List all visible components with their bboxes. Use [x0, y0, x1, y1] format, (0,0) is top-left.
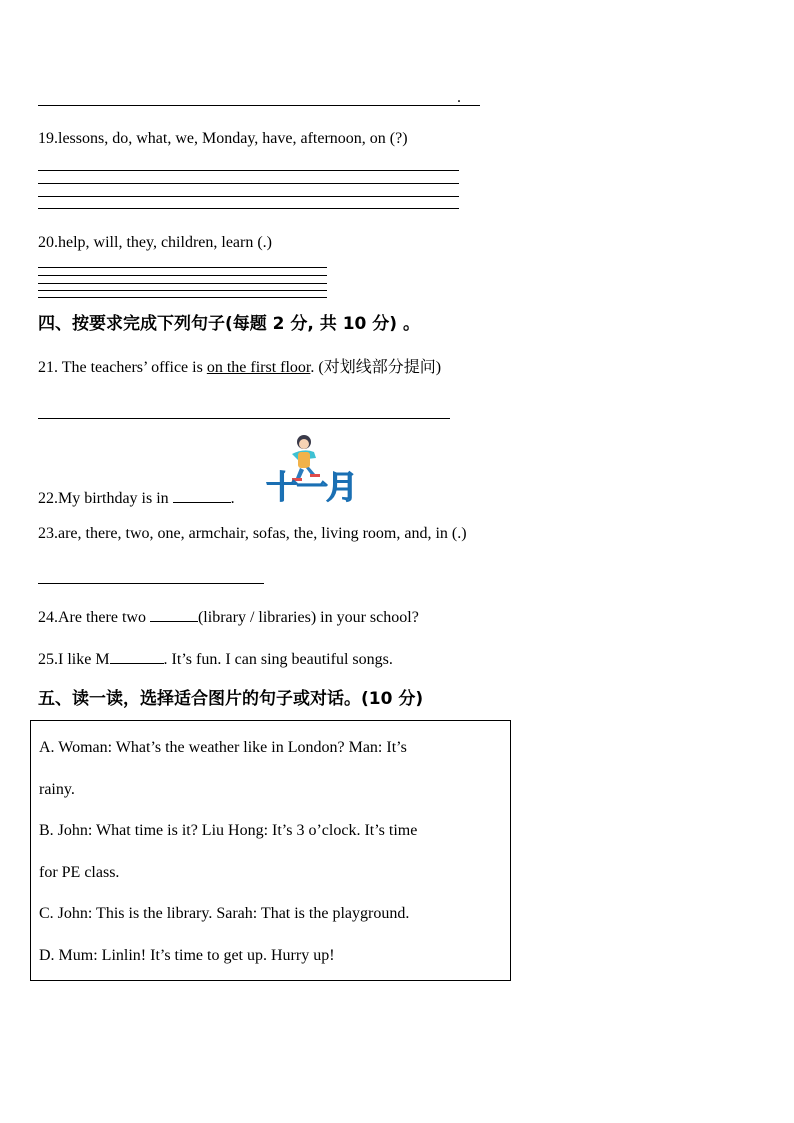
q20-question: 20.help, will, they, children, learn (.) [38, 234, 272, 251]
q20-answer-line [38, 283, 327, 284]
q21-question [38, 358, 441, 378]
q25-suffix: . It’s fun. I can sing beautiful songs. [163, 651, 393, 668]
q25-question [38, 649, 393, 670]
q22-question [38, 488, 235, 509]
q21-underlined-phrase: on the first floor [206, 359, 311, 376]
q24-suffix: (library / libraries) in your school? [197, 609, 419, 626]
option-b-line2: for PE class. [39, 864, 120, 881]
q20-answer-line [38, 297, 327, 298]
q22-text: 22.My birthday is in [38, 490, 169, 507]
option-a-line2: rainy. [39, 781, 75, 798]
q22-end-mark: . [230, 490, 235, 507]
q19-question: 19.lessons, do, what, we, Monday, have, afternoon, on (?) [38, 130, 408, 147]
options-box [30, 720, 511, 981]
q21-prefix: 21. The teachers’ office is [38, 359, 207, 376]
section4-heading: 四、按要求完成下列句子(每题 2 分, 共 10 分) 。 [38, 314, 420, 334]
q24-prefix: 24.Are there two [38, 609, 146, 626]
q19-answer-line [38, 170, 459, 171]
option-d-line1: D. Mum: Linlin! It’s time to get up. Hurry up! [39, 947, 335, 964]
q20-answer-line [38, 267, 327, 268]
section5-heading: 五、读一读，选择适合图片的句子或对话。(10 分) [38, 689, 424, 709]
q20-answer-line [38, 290, 327, 291]
q24-question [38, 607, 419, 628]
q19-answer-line [38, 196, 459, 197]
q25-blank[interactable] [110, 649, 164, 664]
option-a-line1: A. Woman: What’s the weather like in London? Man: It’s [39, 739, 407, 756]
november-picture [262, 432, 358, 504]
november-picture-text: 十一月 [266, 468, 357, 506]
option-c-line1: C. John: This is the library. Sarah: That is the playground. [39, 905, 410, 922]
q20-answer-line [38, 275, 327, 276]
q18-end-mark: . [457, 89, 461, 106]
q21-suffix: . (对划线部分提问) [310, 359, 442, 376]
q22-blank[interactable] [173, 488, 231, 503]
q21-answer-line [38, 418, 450, 419]
q24-blank[interactable] [150, 607, 198, 622]
q19-answer-line [38, 208, 459, 209]
option-b-line1: B. John: What time is it? Liu Hong: It’s 3 o’clock. It’s time [39, 822, 418, 839]
q18-answer-line [38, 105, 480, 106]
q23-answer-line [38, 583, 264, 584]
q25-prefix: 25.I like M [38, 651, 110, 668]
q19-answer-line [38, 183, 459, 184]
q23-question: 23.are, there, two, one, armchair, sofas, the, living room, and, in (.) [38, 525, 467, 542]
